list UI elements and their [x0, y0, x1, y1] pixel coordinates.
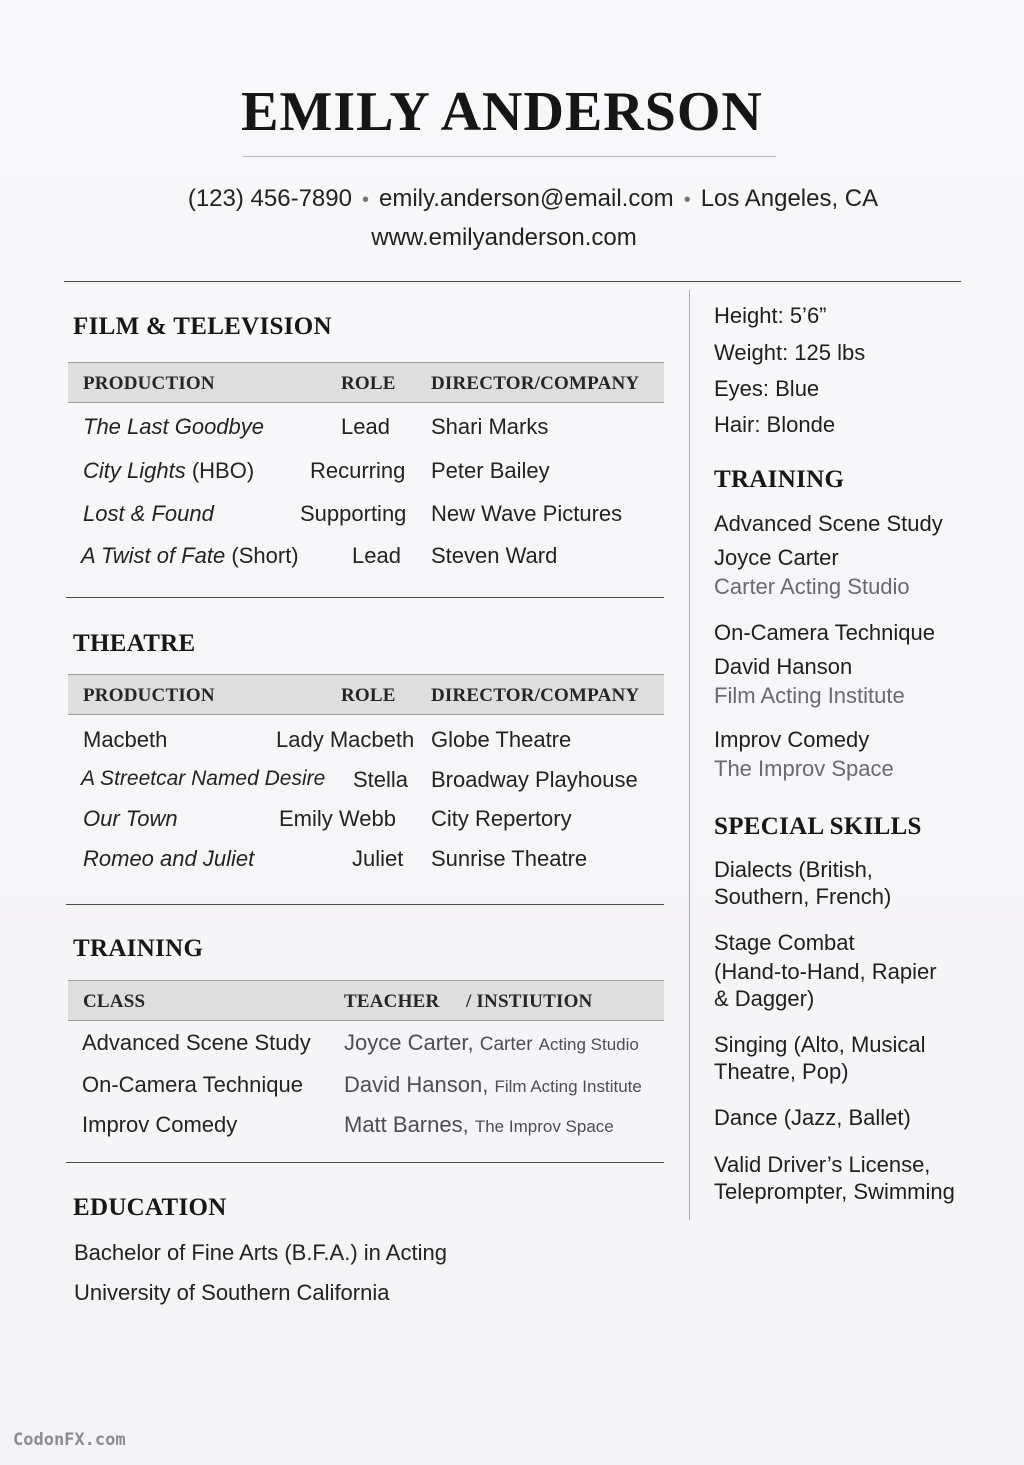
table-row: [68, 1112, 664, 1146]
sidebar-training-teacher: Joyce Carter: [714, 545, 839, 570]
institution-name: Carter: [479, 1034, 533, 1055]
location: Los Angeles, CA: [700, 185, 879, 212]
special-skills-title: SPECIAL SKILLS: [714, 813, 922, 840]
production-title: Our Town: [83, 806, 178, 831]
skill-line: Valid Driver’s License,: [714, 1152, 931, 1177]
class-name: On-Camera Technique: [82, 1072, 303, 1097]
teacher: Joyce Carter,: [344, 1030, 474, 1055]
teacher-cell: [344, 1072, 642, 1098]
degree: Bachelor of Fine Arts (B.F.A.) in Acting: [74, 1240, 447, 1265]
contact-line: [0, 185, 1024, 213]
skill-line: Teleprompter, Swimming: [714, 1179, 955, 1204]
separator-dot: •: [683, 189, 691, 211]
sidebar-training-place: The Improv Space: [714, 756, 894, 781]
production-title: Romeo and Juliet: [83, 846, 255, 871]
production-cell: [81, 543, 299, 569]
director: Broadway Playhouse: [431, 767, 638, 792]
role: Lead: [341, 414, 390, 439]
production-title: City Lights: [83, 458, 186, 483]
header-divider: [64, 281, 961, 282]
website-link[interactable]: www.emilyanderson.com: [371, 224, 637, 251]
teacher-cell: [344, 1030, 639, 1056]
skill-line: Dialects (British,: [714, 857, 873, 882]
stat-height: Height: 5’6”: [714, 303, 827, 328]
sidebar-training-place: Film Acting Institute: [714, 683, 905, 708]
theatre-header: [68, 674, 664, 715]
teacher: David Hanson,: [344, 1072, 489, 1097]
table-row: [68, 1072, 664, 1106]
section-divider: [66, 597, 664, 598]
sidebar-training-place: Carter Acting Studio: [714, 574, 910, 599]
table-row: [68, 543, 664, 577]
film-tv-title: FILM & TELEVISION: [73, 313, 332, 340]
name-divider: [243, 156, 776, 157]
role: Lady Macbeth: [276, 727, 415, 752]
production-title: Macbeth: [83, 727, 168, 752]
production-note: (Short): [231, 543, 299, 568]
table-row: [68, 846, 664, 880]
production-title: A Streetcar Named Desire: [81, 767, 326, 790]
table-row: [68, 806, 664, 840]
teacher-cell: [344, 1112, 614, 1138]
production-cell: [83, 458, 254, 484]
role: Stella: [353, 767, 409, 792]
director: Peter Bailey: [431, 458, 550, 483]
skill-line: Stage Combat: [714, 930, 855, 955]
director: Shari Marks: [431, 414, 549, 439]
email[interactable]: emily.anderson@email.com: [378, 185, 674, 212]
institution-detail: The Improv Space: [474, 1117, 614, 1136]
header-teacher: TEACHER: [344, 991, 440, 1012]
section-divider: [66, 1162, 664, 1163]
header-director: DIRECTOR/COMPANY: [431, 373, 640, 394]
section-divider: [66, 904, 664, 905]
skill-line: Southern, French): [714, 884, 892, 909]
header-role: ROLE: [341, 373, 396, 394]
header-production: PRODUCTION: [83, 373, 215, 394]
role: Juliet: [352, 846, 404, 871]
sidebar-training-class: On-Camera Technique: [714, 620, 935, 645]
training-header: [68, 980, 664, 1021]
stat-hair: Hair: Blonde: [714, 412, 836, 437]
skill-line: Dance (Jazz, Ballet): [714, 1105, 911, 1130]
education-title: EDUCATION: [73, 1194, 227, 1221]
training-table: [68, 980, 664, 1145]
phone: (123) 456-7890: [187, 185, 352, 212]
separator-dot: •: [361, 189, 369, 211]
film-tv-header: [68, 362, 664, 403]
director: Sunrise Theatre: [431, 846, 588, 871]
role: Supporting: [300, 501, 407, 526]
skill-line: & Dagger): [714, 986, 815, 1011]
sidebar-training-class: Improv Comedy: [714, 727, 870, 752]
film-tv-table: [68, 362, 664, 568]
production-title: A Twist of Fate: [81, 543, 226, 568]
watermark: CodonFX.com: [13, 1430, 126, 1450]
theatre-title: THEATRE: [73, 630, 196, 657]
table-row: [68, 767, 664, 801]
table-row: [68, 458, 664, 492]
director: Globe Theatre: [431, 727, 572, 752]
table-row: [68, 1030, 664, 1064]
class-name: Improv Comedy: [82, 1112, 238, 1137]
class-name: Advanced Scene Study: [82, 1030, 311, 1055]
sidebar-training-title: TRAINING: [714, 466, 845, 493]
production-title: The Last Goodbye: [83, 414, 265, 439]
sidebar-training-class: Advanced Scene Study: [714, 511, 943, 536]
institution-detail: Acting Studio: [538, 1035, 639, 1054]
applicant-name: EMILY ANDERSON: [241, 81, 763, 143]
director: New Wave Pictures: [431, 501, 623, 526]
stat-eyes: Eyes: Blue: [714, 376, 820, 401]
table-row: [68, 501, 664, 535]
sidebar-training-teacher: David Hanson: [714, 654, 853, 679]
skill-line: Theatre, Pop): [714, 1059, 849, 1084]
training-title: TRAINING: [73, 935, 204, 962]
table-row: [68, 727, 664, 761]
director: City Repertory: [431, 806, 572, 831]
role: Lead: [352, 543, 401, 568]
skill-line: Singing (Alto, Musical: [714, 1032, 926, 1057]
header-production: PRODUCTION: [83, 685, 215, 706]
role: Emily Webb: [279, 806, 396, 831]
header-class: CLASS: [83, 991, 146, 1012]
table-row: [68, 414, 664, 448]
director: Steven Ward: [431, 543, 558, 568]
column-divider: [689, 290, 690, 1220]
header-director: DIRECTOR/COMPANY: [431, 685, 640, 706]
production-title: Lost & Found: [83, 501, 214, 526]
stat-weight: Weight: 125 lbs: [714, 340, 866, 365]
theatre-table: [68, 674, 664, 884]
skill-line: (Hand-to-Hand, Rapier: [714, 959, 937, 984]
role: Recurring: [310, 458, 406, 483]
institution-detail: Film Acting Institute: [494, 1077, 642, 1096]
production-note: (HBO): [191, 458, 255, 483]
teacher: Matt Barnes,: [344, 1112, 469, 1137]
header-institution: / INSTIUTION: [466, 991, 593, 1012]
school: University of Southern California: [74, 1280, 390, 1305]
header-role: ROLE: [341, 685, 396, 706]
